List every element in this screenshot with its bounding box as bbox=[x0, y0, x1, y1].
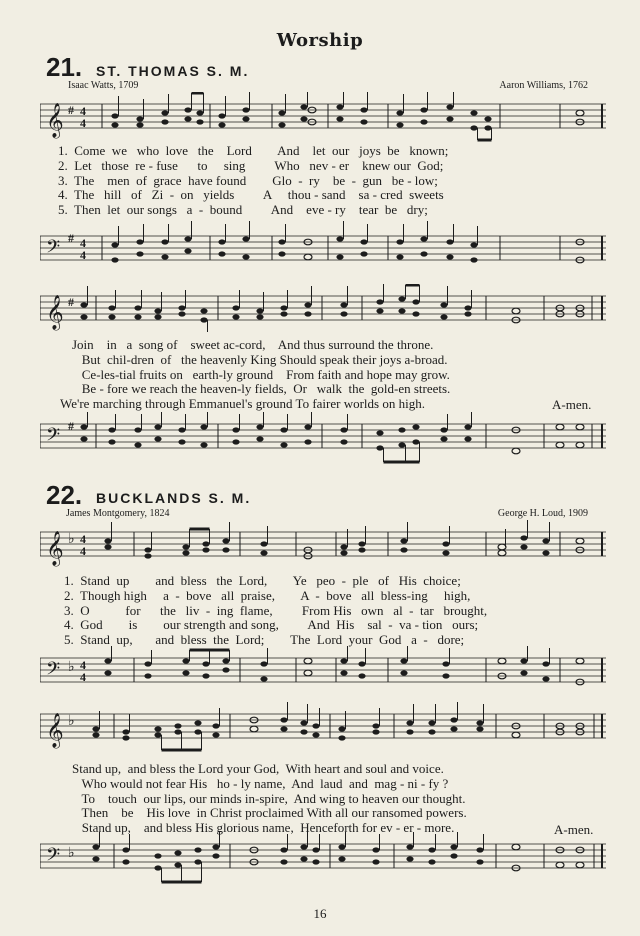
verse-line: Who would not fear His ho - ly name, And laud and mag - ni - fy ? bbox=[72, 775, 449, 791]
verse-line: 3. The men of grace have found Glo - ry be - gun be - low; bbox=[58, 172, 438, 188]
verse-lyrics-bottom bbox=[64, 574, 487, 648]
svg-text:#: # bbox=[68, 103, 74, 117]
bass-staff bbox=[40, 830, 606, 890]
hymn-number: 21. bbox=[46, 52, 83, 82]
text-author: James Montgomery, 1824 bbox=[66, 508, 170, 519]
page-number: 16 bbox=[313, 906, 327, 921]
section-title: Worship bbox=[276, 30, 364, 51]
bass-staff bbox=[40, 644, 606, 694]
treble-staff bbox=[40, 284, 606, 336]
svg-text:♭: ♭ bbox=[68, 714, 75, 729]
svg-text:♭: ♭ bbox=[68, 532, 75, 547]
svg-text:𝄢: 𝄢 bbox=[46, 658, 61, 683]
amen-label: A-men. bbox=[552, 397, 592, 412]
svg-text:4: 4 bbox=[80, 236, 86, 250]
verse-line: 4. The hill of Zi - on yields A thou - sand sa - cred sweets bbox=[58, 187, 444, 203]
svg-text:𝄞: 𝄞 bbox=[46, 714, 64, 747]
svg-text:4: 4 bbox=[80, 670, 86, 684]
svg-text:4: 4 bbox=[80, 532, 86, 546]
svg-text:#: # bbox=[68, 231, 74, 245]
verse-line: Then be His love in Christ proclaimed With all our ransomed powers. bbox=[72, 805, 467, 821]
verse-line: But chil-dren of the heavenly King Should speak their joys a-broad. bbox=[72, 351, 448, 367]
refrain-lyrics-top bbox=[60, 337, 451, 412]
verse-line: 2. Though high a - bove all praise, A - bove all bless-ing high, bbox=[64, 587, 471, 603]
bass-staff bbox=[40, 218, 606, 272]
amen-label: A-men. bbox=[554, 822, 594, 837]
svg-text:4: 4 bbox=[80, 248, 86, 262]
verse-line: 4. God is our strength and song, And His sal - va - tion ours; bbox=[64, 617, 479, 633]
music-author: Aaron Williams, 1762 bbox=[499, 80, 588, 91]
text-author: Isaac Watts, 1709 bbox=[68, 80, 139, 91]
svg-text:4: 4 bbox=[80, 544, 86, 558]
svg-text:♭: ♭ bbox=[68, 846, 75, 861]
verse-line: 1. Stand up and bless the Lord, Ye peo - ple of His choice; bbox=[64, 573, 461, 588]
verse-line: Ce-les-tial fruits on earth-ly ground From faith and hope may grow. bbox=[72, 366, 450, 382]
svg-text:4: 4 bbox=[80, 658, 86, 672]
svg-text:4: 4 bbox=[80, 104, 86, 118]
hymn-title: ST. THOMAS S. M. bbox=[96, 63, 250, 79]
svg-text:𝄢: 𝄢 bbox=[46, 424, 61, 449]
verse-line: 3. O for the liv - ing flame, From His own al - tar brought, bbox=[64, 602, 488, 618]
verse-line: Join in a song of sweet ac-cord, And thus surround the throne. bbox=[72, 337, 434, 352]
hymn-title: BUCKLANDS S. M. bbox=[96, 490, 252, 506]
treble-staff bbox=[40, 518, 606, 572]
svg-text:𝄞: 𝄞 bbox=[46, 296, 64, 329]
treble-staff bbox=[40, 92, 606, 144]
svg-text:𝄞: 𝄞 bbox=[46, 532, 64, 565]
music-author: George H. Loud, 1909 bbox=[497, 508, 588, 519]
verse-line: Be - fore we reach the heaven-ly fields, Or walk the gold-en streets. bbox=[72, 381, 451, 397]
bass-staff bbox=[40, 410, 606, 466]
verse-lyrics-top bbox=[58, 144, 448, 218]
svg-text:𝄞: 𝄞 bbox=[46, 104, 64, 137]
verse-line: 5. Then let our songs a - bound And eve - ry tear be dry; bbox=[58, 202, 428, 218]
svg-text:#: # bbox=[68, 419, 74, 433]
verse-line: 5. Stand up, and bless the Lord; The Lord your God a - dore; bbox=[64, 632, 465, 648]
svg-text:♭: ♭ bbox=[68, 660, 75, 675]
verse-line: We're marching through Emmanuel's ground To fairer worlds on high. bbox=[60, 396, 425, 412]
svg-text:𝄢: 𝄢 bbox=[46, 844, 61, 869]
svg-text:4: 4 bbox=[80, 116, 86, 130]
verse-line: Stand up, and bless the Lord your God, With heart and soul and voice. bbox=[72, 761, 444, 776]
svg-text:#: # bbox=[68, 295, 74, 309]
verse-line: 1. Come we who love the Lord And let our joys be known; bbox=[58, 143, 449, 158]
refrain-lyrics-bottom bbox=[72, 762, 467, 836]
verse-line: Stand up, and bless His glorious name, Henceforth for ev - er - more. bbox=[72, 820, 455, 836]
svg-text:𝄢: 𝄢 bbox=[46, 236, 61, 261]
treble-staff bbox=[40, 700, 606, 760]
hymn-number: 22. bbox=[46, 480, 83, 510]
verse-line: To touch our lips, our minds in-spire, And wing to heaven our thought. bbox=[72, 790, 466, 806]
verse-line: 2. Let those re - fuse to sing Who nev - er knew our God; bbox=[58, 157, 444, 173]
